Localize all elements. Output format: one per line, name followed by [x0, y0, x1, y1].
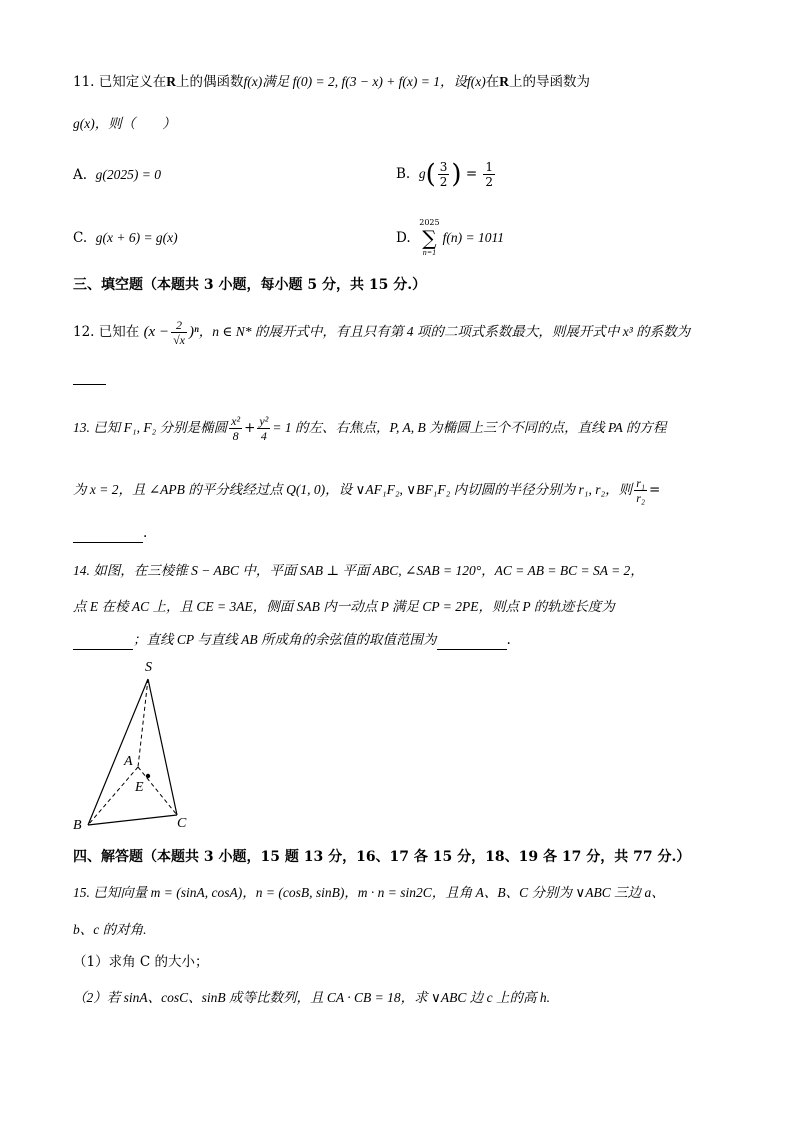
edge-SB — [88, 679, 148, 825]
option-b-arg: $\frac{3}{2}$ — [439, 160, 448, 189]
label-C: C — [177, 816, 187, 831]
q14-answer-blank-1[interactable] — [73, 633, 133, 650]
q12-expr-post: )ⁿ — [189, 324, 199, 340]
q11-R: R — [166, 74, 177, 89]
q12-mid: ，n ∈ N* 的展开式中，有且只有第 4 项的二项式系数最大，则展开式中 x³ 的系数为 — [198, 324, 691, 339]
q15-line2: b、c 的对角. — [73, 922, 147, 937]
label-S: S — [145, 660, 152, 675]
section-4-title: 四、解答题（本题共 3 小题，15 题 13 分，16、17 各 15 分，18、19 各 17 分，共 77 分.） — [73, 849, 691, 865]
point-E — [146, 774, 150, 778]
q12-line1 — [73, 318, 690, 347]
q13-pre: 13. 已知 F₁, F₂ 分别是椭圆 — [73, 420, 228, 435]
q11-line1 — [73, 72, 590, 92]
option-a-text: g(2025) = 0 — [95, 167, 161, 182]
edge-AB — [88, 767, 138, 825]
option-c-label: C. — [73, 230, 88, 246]
q11-option-d — [396, 218, 504, 258]
q13-line1 — [73, 414, 666, 443]
q12-expr-pre: (x − — [143, 324, 170, 340]
q14-line3-mid: ；直线 CP 与直线 AB 所成角的余弦值的取值范围为 — [133, 632, 437, 647]
q13-frac3: $\frac{\text{r₁}}{\text{r₂}}$ — [636, 476, 646, 505]
q15-part1: （1）求角 C 的大小； — [73, 954, 209, 970]
q13-frac1: $\frac{\text{x²}}{8}$ — [231, 414, 241, 443]
q11-option-a — [73, 165, 161, 185]
option-a-label: A. — [73, 167, 88, 183]
label-A: A — [124, 754, 133, 769]
option-c-text: g(x + 6) = g(x) — [95, 230, 178, 245]
label-E: E — [135, 780, 144, 795]
q12-frac: $\frac{2}{√x}$ — [173, 318, 186, 347]
q11-end: 上的导函数为 — [509, 74, 591, 90]
q11-cond: 满足 f(0) = 2, f(3 − x) + f(x) = 1，设 — [262, 74, 468, 89]
q13-line2-pre: 为 x = 2，且 ∠APB 的平分线经过点 Q(1, 0)，设 ∨AF₁F₂, ∨BF₁F₂ 内切圆的半径分别为 r₁, r₂，则 — [73, 482, 633, 497]
option-b-label: B. — [396, 166, 411, 182]
q11-option-b: B. g( $\frac{3}{2}$ ) = $\frac{1}{2}$ — [396, 159, 494, 190]
q15-line1: 15. 已知向量 m = (sinA, cosA)，n = (cosB, sinB)，m · n = sin2C，且角 A、B、C 分别为 ∨ABC 三边 a、 — [73, 885, 665, 900]
q13-plus: + — [244, 420, 256, 436]
q13-line2 — [73, 476, 660, 505]
q12-prefix: 12. 已知在 — [73, 324, 140, 340]
q13-line3: . — [73, 523, 147, 543]
q13-post: = 1 的左、右焦点，P, A, B 为椭圆上三个不同的点，直线 PA 的方程 — [272, 420, 667, 435]
q11-line2: g(x)，则（ ） — [73, 116, 176, 131]
q12-answer-blank[interactable] — [73, 366, 106, 385]
section-3-title: 三、填空题（本题共 3 小题，每小题 5 分，共 15 分.） — [73, 277, 427, 293]
q13-answer-blank[interactable] — [73, 526, 143, 543]
q14-line2: 点 E 在棱 AC 上，且 CE = 3AE，侧面 SAB 内一动点 P 满足 CP = 2PE，则点 P 的轨迹长度为 — [73, 599, 615, 614]
option-d-text: f(n) = 1011 — [442, 230, 504, 245]
q11-prefix: 11. 已知定义在 — [73, 74, 167, 90]
label-B: B — [73, 818, 82, 833]
q11-R2: R — [499, 74, 510, 89]
q11-option-c — [73, 228, 178, 248]
q11-fx: f(x) — [243, 74, 263, 89]
option-d-label: D. — [396, 230, 411, 246]
option-d-sum: 2025 ∑ n=1 — [419, 218, 440, 257]
option-b-eq: = — [465, 166, 478, 182]
edge-SC — [148, 679, 177, 815]
q11-fx2: f(x) — [467, 74, 486, 89]
q14-line3: ；直线 CP 与直线 AB 所成角的余弦值的取值范围为 . — [73, 630, 511, 650]
edge-AC — [138, 767, 177, 815]
pyramid-figure — [65, 655, 205, 835]
q15-part2: （2）若 sinA、cosC、sinB 成等比数列，且 CA · CB = 18，求 ∨ABC 边 c 上的高 h. — [73, 990, 550, 1005]
q11-mid: 上的偶函数 — [176, 74, 244, 90]
edge-BC — [88, 815, 177, 825]
q11-on: 在 — [485, 74, 500, 90]
q14-answer-blank-2[interactable] — [437, 633, 507, 650]
option-b-g: g — [418, 166, 426, 181]
q14-line1: 14. 如图，在三棱锥 S − ABC 中，平面 SAB ⊥ 平面 ABC, ∠SAB = 120°，AC = AB = BC = SA = 2， — [73, 563, 644, 578]
q13-frac2: $\frac{\text{y²}}{4}$ — [259, 414, 269, 443]
option-b-rhs: $\frac{1}{2}$ — [485, 160, 494, 189]
q13-line2-post: = — [649, 482, 661, 498]
